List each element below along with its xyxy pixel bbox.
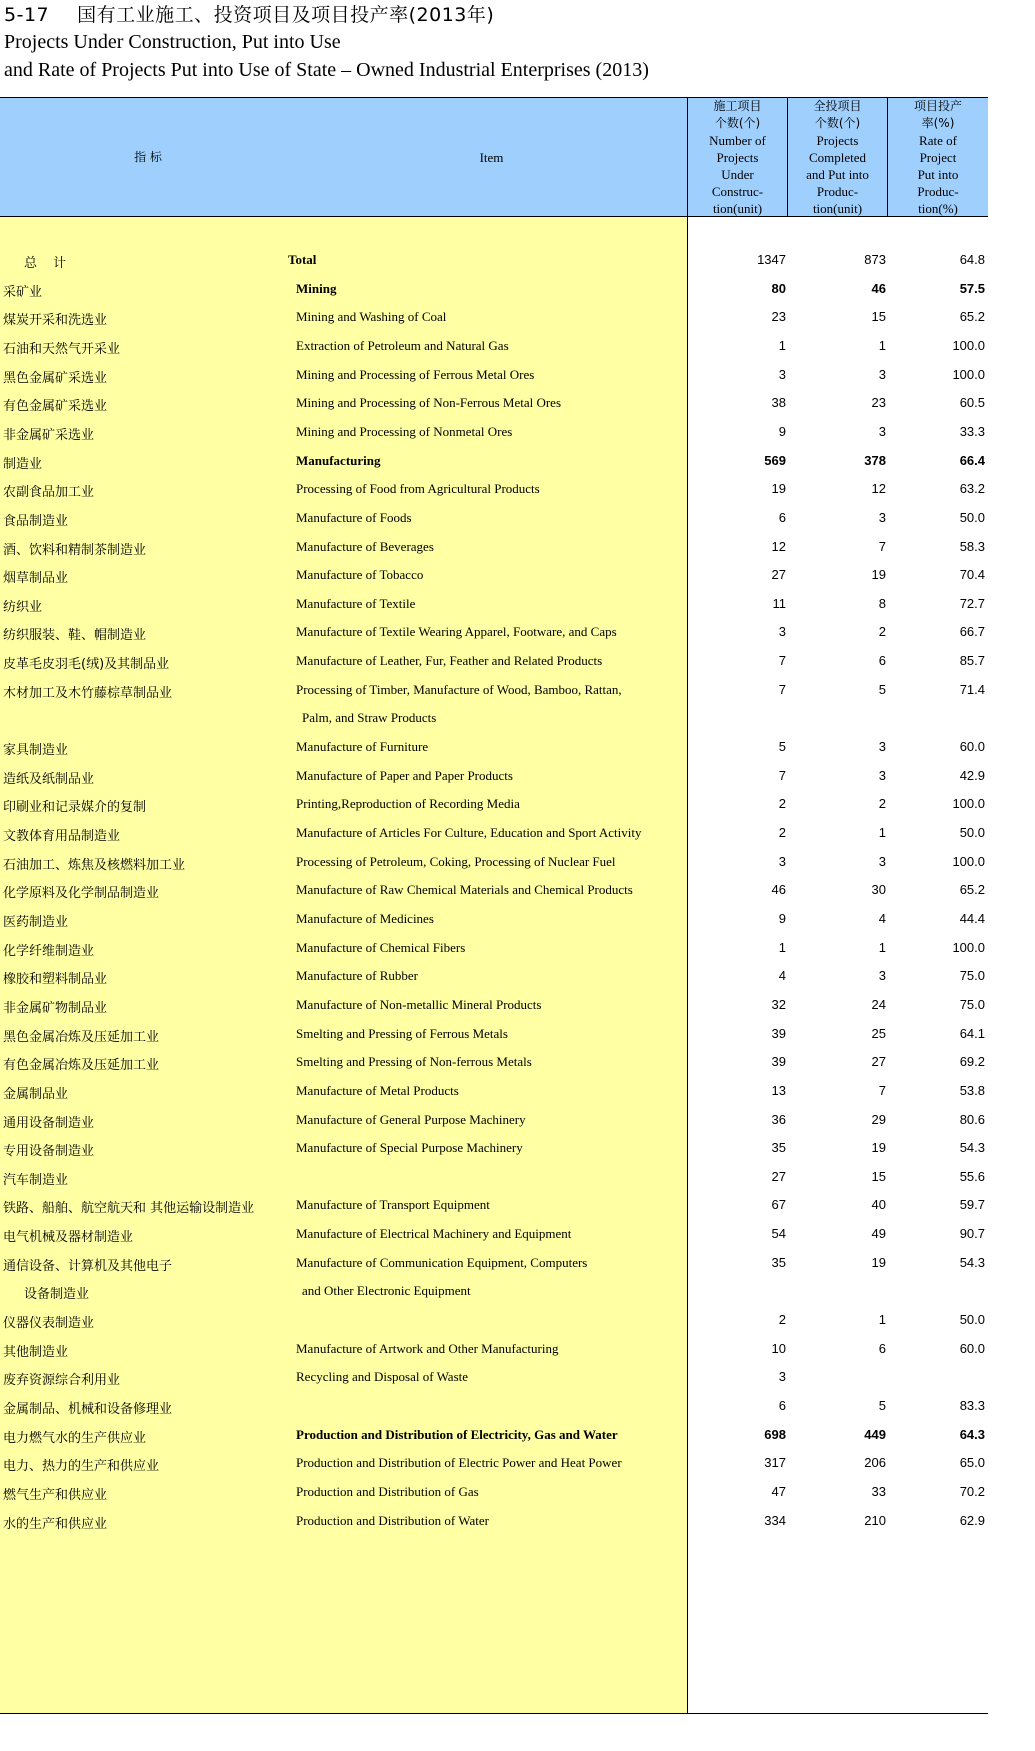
header-item: [296, 98, 688, 216]
cell-under-construction: 27: [771, 567, 786, 583]
cell-under-construction: 12: [771, 538, 786, 554]
row-label-cn: 非金属矿采选业: [3, 427, 95, 443]
header-col-rate: [888, 98, 988, 216]
cell-completed: 1: [878, 825, 886, 840]
row-label-cn: 有色金属冶炼及压延加工业: [3, 1058, 160, 1074]
table-row: [0, 1476, 988, 1508]
row-label-en: Processing of Petroleum, Coking, Processing of Nuclear Fuel: [296, 853, 616, 869]
cell-under-construction: 6: [778, 509, 786, 525]
cell-completed: 23: [871, 395, 886, 411]
row-label-en: Extraction of Petroleum and Natural Gas: [296, 337, 509, 353]
row-label-cn: 酒、饮料和精制茶制造业: [3, 542, 147, 558]
cell-under-construction: 7: [778, 681, 786, 697]
header-item-label: Item: [479, 149, 504, 165]
table-row: [0, 731, 988, 763]
cell-under-construction: 7: [778, 767, 786, 783]
row-label-cn: 黑色金属冶炼及压延加工业: [3, 1029, 160, 1045]
cell-under-construction: 3: [778, 624, 786, 640]
title-cn-text: 国有工业施工、投资项目及项目投产率(2013年): [77, 4, 495, 26]
row-label-cn: 纺织业: [3, 599, 43, 615]
row-label-cn: 专用设备制造业: [3, 1144, 95, 1160]
cell-rate: 70.4: [959, 567, 985, 583]
table-row: [0, 1218, 988, 1250]
row-label-en: Mining and Processing of Nonmetal Ores: [296, 423, 513, 439]
cell-under-construction: 6: [778, 1398, 786, 1413]
cell-under-construction: 19: [771, 481, 786, 497]
cell-completed: 27: [871, 1054, 886, 1070]
row-label-cn: 纺织服装、鞋、帽制造业: [3, 628, 147, 644]
header-en-line: Under: [721, 166, 754, 182]
header-cn-line: 全投项目: [813, 98, 862, 113]
table-row: [0, 502, 988, 534]
row-label-en: Manufacturing: [296, 452, 381, 468]
row-label-en: Production and Distribution of Gas: [296, 1483, 479, 1499]
row-label-en: Manufacture of Furniture: [296, 739, 429, 755]
header-en-line: tion(%): [918, 200, 958, 216]
header-cn-line: 施工项目: [713, 98, 762, 113]
row-label-en: Palm, and Straw Products: [302, 710, 437, 726]
row-label-en: Mining and Washing of Coal: [296, 309, 447, 325]
table-row: [0, 1390, 988, 1422]
cell-completed: 30: [871, 882, 886, 898]
header-en-line: Produc-: [917, 183, 959, 199]
header-en-line: Construc-: [711, 183, 764, 199]
cell-completed: 3: [878, 968, 886, 984]
header-cn-line: 个数(个): [814, 115, 861, 130]
row-label-cn: 农副食品加工业: [3, 485, 95, 501]
cell-under-construction: 54: [771, 1226, 786, 1242]
table-title-cn: [4, 2, 1004, 28]
cell-completed: 6: [878, 1340, 886, 1356]
cell-under-construction: 9: [778, 423, 786, 439]
row-label-cn: 木材加工及木竹藤棕草制品业: [3, 685, 173, 701]
row-label-en: Manufacture of Artwork and Other Manufacturing: [296, 1340, 559, 1356]
cell-under-construction: 1: [778, 337, 786, 353]
table-row: [0, 445, 988, 477]
row-label-en: Mining and Processing of Ferrous Metal Ores: [296, 366, 535, 382]
cell-under-construction: 46: [771, 882, 786, 898]
table-row: [0, 989, 988, 1021]
row-label-cn: 燃气生产和供应业: [3, 1487, 108, 1503]
cell-rate: 58.3: [959, 538, 985, 554]
row-label-cn: 电力、热力的生产和供应业: [3, 1459, 160, 1475]
cell-under-construction: 3: [778, 1369, 786, 1385]
cell-completed: 6: [878, 653, 886, 669]
cell-under-construction: 67: [771, 1197, 786, 1213]
table-row: [0, 702, 988, 734]
cell-under-construction: 27: [771, 1168, 786, 1184]
table-row: [0, 531, 988, 563]
cell-rate: 54.3: [959, 1254, 985, 1270]
cell-under-construction: 4: [778, 968, 786, 984]
cell-completed: 210: [864, 1512, 886, 1528]
header-en-line: Project: [919, 149, 957, 165]
cell-rate: 57.5: [959, 280, 985, 296]
cell-rate: 63.2: [959, 481, 985, 497]
cell-completed: 19: [871, 1254, 886, 1270]
table-row: [0, 616, 988, 648]
cell-rate: 80.6: [959, 1111, 985, 1127]
title-block: [4, 2, 1004, 84]
table-bottom-border: [0, 1713, 988, 1714]
cell-completed: 3: [878, 366, 886, 382]
cell-rate: 50.0: [959, 825, 985, 840]
header-indicator-label: 指 标: [134, 149, 162, 164]
table-row: [0, 1275, 988, 1307]
table-row: [0, 674, 988, 706]
cell-rate: 65.2: [959, 882, 985, 898]
cell-under-construction: 35: [771, 1254, 786, 1270]
cell-rate: 42.9: [959, 767, 985, 783]
row-label-en: Recycling and Disposal of Waste: [296, 1369, 469, 1385]
cell-completed: 3: [878, 853, 886, 869]
table-row: [0, 1046, 988, 1078]
header-en-line: Rate of: [919, 132, 957, 148]
cell-completed: 1: [878, 1312, 886, 1328]
row-label-en: Production and Distribution of Electricity, Gas and Water: [296, 1426, 618, 1442]
cell-completed: 29: [871, 1111, 886, 1127]
cell-rate: 60.0: [959, 1340, 985, 1356]
header-cn-line: 个数(个): [714, 115, 761, 130]
row-label-cn: 橡胶和塑料制品业: [3, 972, 108, 988]
cell-under-construction: 5: [778, 739, 786, 755]
header-en-line: Put into: [917, 166, 959, 182]
cell-rate: 100.0: [952, 796, 985, 812]
header-en-line: Completed: [808, 149, 867, 165]
row-label-cn: 煤炭开采和洗选业: [3, 313, 108, 329]
row-label-cn: 电气机械及器材制造业: [3, 1230, 134, 1246]
cell-completed: 19: [871, 1140, 886, 1156]
table-row: [0, 1247, 988, 1279]
row-label-en: Manufacture of Rubber: [296, 968, 419, 984]
row-label-en: Manufacture of Medicines: [296, 910, 434, 926]
row-label-cn: 化学纤维制造业: [3, 943, 95, 959]
row-label-cn: 石油和天然气开采业: [3, 341, 121, 357]
row-label-en: Mining: [296, 280, 337, 296]
row-label-en: Production and Distribution of Electric Power and Heat Power: [296, 1455, 622, 1471]
cell-completed: 7: [878, 538, 886, 554]
statistics-table: [0, 97, 988, 1713]
cell-completed: 8: [878, 595, 886, 611]
cell-completed: 873: [864, 252, 886, 267]
table-row: [0, 301, 988, 333]
header-indicator: [0, 98, 296, 216]
cell-rate: 85.7: [959, 653, 985, 669]
row-label-en: Manufacture of Leather, Fur, Feather and Related Products: [296, 653, 603, 669]
table-row: [0, 932, 988, 964]
cell-under-construction: 36: [771, 1111, 786, 1127]
cell-completed: 46: [871, 280, 886, 296]
cell-under-construction: 39: [771, 1054, 786, 1070]
cell-under-construction: 3: [778, 853, 786, 869]
header-en-line: tion(unit): [812, 200, 863, 216]
table-number: 5-17: [4, 4, 50, 26]
row-label-en: Manufacture of Textile: [296, 595, 416, 611]
cell-rate: 59.7: [959, 1197, 985, 1213]
cell-completed: 1: [878, 939, 886, 955]
header-col1-text: [688, 98, 787, 217]
cell-completed: 3: [878, 739, 886, 755]
cell-under-construction: 38: [771, 395, 786, 411]
cell-rate: 71.4: [959, 681, 985, 697]
cell-rate: 69.2: [959, 1054, 985, 1070]
cell-under-construction: 11: [772, 595, 786, 611]
cell-rate: 100.0: [952, 366, 985, 382]
table-title-en-line1: Projects Under Construction, Put into Use: [4, 31, 341, 53]
table-row: [0, 1075, 988, 1107]
table-row: [0, 1419, 988, 1451]
header-en-line: Projects: [816, 132, 859, 148]
cell-completed: 40: [871, 1197, 886, 1213]
cell-rate: 54.3: [959, 1140, 985, 1156]
row-label-en: Processing of Timber, Manufacture of Wood, Bamboo, Rattan,: [296, 681, 622, 697]
row-label-en: Smelting and Pressing of Non-ferrous Metals: [296, 1054, 532, 1070]
row-label-cn: 电力燃气水的生产供应业: [3, 1430, 147, 1446]
table-row: [0, 1361, 988, 1393]
cell-under-construction: 13: [771, 1082, 786, 1098]
cell-rate: 100.0: [952, 337, 985, 353]
table-row: [0, 1161, 988, 1193]
header-en-line: Produc-: [816, 183, 859, 199]
row-label-cn: 金属制品、机械和设备修理业: [3, 1402, 173, 1417]
cell-under-construction: 35: [771, 1140, 786, 1156]
row-label-cn: 制造业: [3, 456, 43, 472]
row-label-cn: 皮革毛皮羽毛(绒)及其制品业: [3, 657, 170, 673]
table-row: [0, 559, 988, 591]
cell-under-construction: 7: [778, 653, 786, 669]
cell-under-construction: 47: [771, 1483, 786, 1499]
cell-rate: 33.3: [959, 423, 985, 439]
cell-under-construction: 10: [771, 1340, 786, 1356]
cell-under-construction: 569: [764, 452, 786, 468]
cell-rate: 65.0: [959, 1455, 985, 1471]
row-label-cn: 文教体育用品制造业: [3, 829, 121, 844]
cell-under-construction: 334: [764, 1512, 786, 1528]
cell-rate: 66.7: [959, 624, 985, 640]
table-row: [0, 645, 988, 677]
cell-rate: 62.9: [959, 1512, 985, 1528]
cell-rate: 64.1: [959, 1025, 985, 1041]
cell-rate: 83.3: [959, 1398, 985, 1413]
cell-rate: 64.3: [959, 1426, 985, 1442]
row-label-cn: 其他制造业: [3, 1344, 69, 1360]
table-row: [0, 330, 988, 362]
row-label-cn: 家具制造业: [3, 743, 69, 759]
row-label-cn: 设备制造业: [24, 1287, 90, 1303]
cell-completed: 3: [878, 767, 886, 783]
cell-rate: 50.0: [959, 1312, 985, 1328]
cell-completed: 19: [871, 567, 886, 583]
table-row: [0, 903, 988, 935]
table-row: [0, 473, 988, 505]
cell-completed: 4: [878, 910, 886, 926]
row-label-cn: 采矿业: [3, 284, 43, 300]
row-label-en: Manufacture of Electrical Machinery and Equipment: [296, 1226, 572, 1242]
row-label-cn: 石油加工、炼焦及核燃料加工业: [3, 857, 186, 873]
cell-under-construction: 32: [771, 996, 786, 1012]
table-row: [0, 359, 988, 391]
row-label-cn: 造纸及纸制品业: [3, 771, 95, 787]
row-label-en: Total: [288, 252, 317, 267]
table-row: [0, 760, 988, 792]
header-en-line: and Put into: [806, 166, 869, 182]
cell-completed: 15: [871, 309, 886, 325]
cell-completed: 25: [871, 1025, 886, 1041]
row-label-en: Manufacture of Paper and Paper Products: [296, 767, 513, 783]
cell-completed: 378: [864, 452, 886, 468]
table-row: [0, 960, 988, 992]
header-en-line: tion(unit): [712, 200, 763, 216]
table-row: [0, 588, 988, 620]
cell-completed: 33: [871, 1483, 886, 1499]
table-row: [0, 387, 988, 419]
row-label-cn: 汽车制造业: [3, 1172, 69, 1188]
row-label-cn: 黑色金属矿采选业: [3, 370, 108, 386]
cell-completed: 1: [878, 337, 886, 353]
row-label-cn: 烟草制品业: [3, 571, 69, 587]
row-label-cn: 医药制造业: [3, 914, 69, 930]
cell-under-construction: 80: [771, 280, 786, 296]
header-en-line: Number of: [709, 132, 766, 148]
row-label-en: Manufacture of Textile Wearing Apparel, Footware, and Caps: [296, 624, 617, 640]
row-label-cn: 总 计: [24, 256, 73, 271]
table-row: [0, 1304, 988, 1336]
table-row: [0, 874, 988, 906]
cell-under-construction: 1347: [757, 252, 786, 267]
row-label-cn: 废弃资源综合利用业: [3, 1373, 121, 1389]
row-label-en: Manufacture of Beverages: [296, 538, 434, 554]
row-label-cn: 化学原料及化学制品制造业: [3, 886, 160, 902]
row-label-en: Production and Distribution of Water: [296, 1512, 489, 1528]
row-label-en: Manufacture of Foods: [296, 509, 412, 525]
cell-rate: 53.8: [959, 1082, 985, 1098]
cell-completed: 2: [878, 624, 886, 640]
row-label-en: and Other Electronic Equipment: [302, 1283, 471, 1299]
row-label-en: Manufacture of Raw Chemical Materials and Chemical Products: [296, 882, 633, 898]
row-label-en: Manufacture of Transport Equipment: [296, 1197, 490, 1213]
cell-rate: 75.0: [959, 996, 985, 1012]
row-label-en: Smelting and Pressing of Ferrous Metals: [296, 1025, 508, 1041]
cell-completed: 2: [878, 796, 886, 812]
table-header: [0, 97, 988, 217]
table-row: [0, 1132, 988, 1164]
cell-rate: 65.2: [959, 309, 985, 325]
row-label-cn: 金属制品业: [3, 1086, 69, 1102]
cell-under-construction: 9: [778, 910, 786, 926]
cell-under-construction: 39: [771, 1025, 786, 1041]
header-en-line: Projects: [716, 149, 759, 165]
row-label-en: Manufacture of Special Purpose Machinery: [296, 1140, 523, 1156]
cell-completed: 5: [878, 1398, 886, 1413]
header-col3-text: [888, 98, 988, 217]
row-label-cn: 印刷业和记录媒介的复制: [3, 800, 147, 816]
cell-under-construction: 2: [778, 825, 786, 840]
table-row: [0, 817, 988, 849]
cell-completed: 3: [878, 423, 886, 439]
table-row: [0, 1189, 988, 1221]
cell-under-construction: 23: [771, 309, 786, 325]
row-label-cn: 铁路、船舶、航空航天和 其他运输设制造业: [3, 1201, 255, 1217]
cell-rate: 75.0: [959, 968, 985, 984]
cell-under-construction: 698: [764, 1426, 786, 1442]
row-label-cn: 有色金属矿采选业: [3, 399, 108, 415]
table-row: [0, 1018, 988, 1050]
row-label-en: Manufacture of Articles For Culture, Education and Sport Activity: [296, 825, 642, 840]
row-label-en: Manufacture of General Purpose Machinery: [296, 1111, 526, 1127]
cell-under-construction: 317: [764, 1455, 786, 1471]
cell-completed: 5: [878, 681, 886, 697]
table-row: [0, 788, 988, 820]
cell-rate: 90.7: [959, 1226, 985, 1242]
header-col2-text: [788, 98, 887, 217]
cell-rate: 70.2: [959, 1483, 985, 1499]
row-label-en: Manufacture of Metal Products: [296, 1082, 459, 1098]
table-row: [0, 273, 988, 305]
row-label-en: Manufacture of Non-metallic Mineral Products: [296, 996, 542, 1012]
cell-rate: 44.4: [959, 910, 985, 926]
cell-under-construction: 2: [778, 1312, 786, 1328]
cell-rate: 64.8: [959, 252, 985, 267]
header-cn-line: 率(%): [921, 115, 955, 130]
table-row: [0, 1447, 988, 1479]
table-row: [0, 1333, 988, 1365]
row-label-cn: 通信设备、计算机及其他电子: [3, 1258, 173, 1274]
row-label-cn: 仪器仪表制造业: [3, 1316, 95, 1332]
cell-rate: 100.0: [952, 853, 985, 869]
cell-completed: 49: [871, 1226, 886, 1242]
cell-completed: 15: [871, 1168, 886, 1184]
header-cn-line: 项目投产: [913, 98, 962, 113]
row-label-cn: 非金属矿物制品业: [3, 1000, 108, 1016]
cell-rate: 66.4: [959, 452, 985, 468]
row-label-en: Manufacture of Tobacco: [296, 567, 424, 583]
table-row: [0, 1104, 988, 1136]
row-label-en: Printing,Reproduction of Recording Media: [296, 796, 520, 812]
cell-rate: 55.6: [959, 1168, 985, 1184]
cell-completed: 7: [878, 1082, 886, 1098]
table-row: [0, 846, 988, 878]
cell-completed: 206: [864, 1455, 886, 1471]
cell-completed: 449: [864, 1426, 886, 1442]
header-col-under-construction: [688, 98, 788, 216]
table-row: [0, 1505, 988, 1537]
row-label-en: Mining and Processing of Non-Ferrous Metal Ores: [296, 395, 562, 411]
cell-rate: 50.0: [959, 509, 985, 525]
cell-under-construction: 3: [778, 366, 786, 382]
row-label-cn: 水的生产和供应业: [3, 1516, 108, 1532]
cell-rate: 72.7: [959, 595, 985, 611]
row-label-en: Manufacture of Chemical Fibers: [296, 939, 466, 955]
cell-completed: 12: [871, 481, 886, 497]
header-col-completed: [788, 98, 888, 216]
table-row: [0, 416, 988, 448]
cell-rate: 60.5: [959, 395, 985, 411]
table-title-en-line2: and Rate of Projects Put into Use of State – Owned Industrial Enterprises (2013): [4, 59, 649, 81]
cell-rate: 100.0: [952, 939, 985, 955]
cell-under-construction: 1: [778, 939, 786, 955]
table-body: [0, 217, 988, 1713]
row-label-cn: 通用设备制造业: [3, 1115, 95, 1131]
cell-completed: 24: [871, 996, 886, 1012]
cell-completed: 3: [878, 509, 886, 525]
table-row: [0, 244, 988, 276]
row-label-en: Processing of Food from Agricultural Products: [296, 481, 540, 497]
cell-under-construction: 2: [778, 796, 786, 812]
row-label-cn: 食品制造业: [3, 513, 69, 529]
row-label-en: Manufacture of Communication Equipment, Computers: [296, 1254, 588, 1270]
cell-rate: 60.0: [959, 739, 985, 755]
